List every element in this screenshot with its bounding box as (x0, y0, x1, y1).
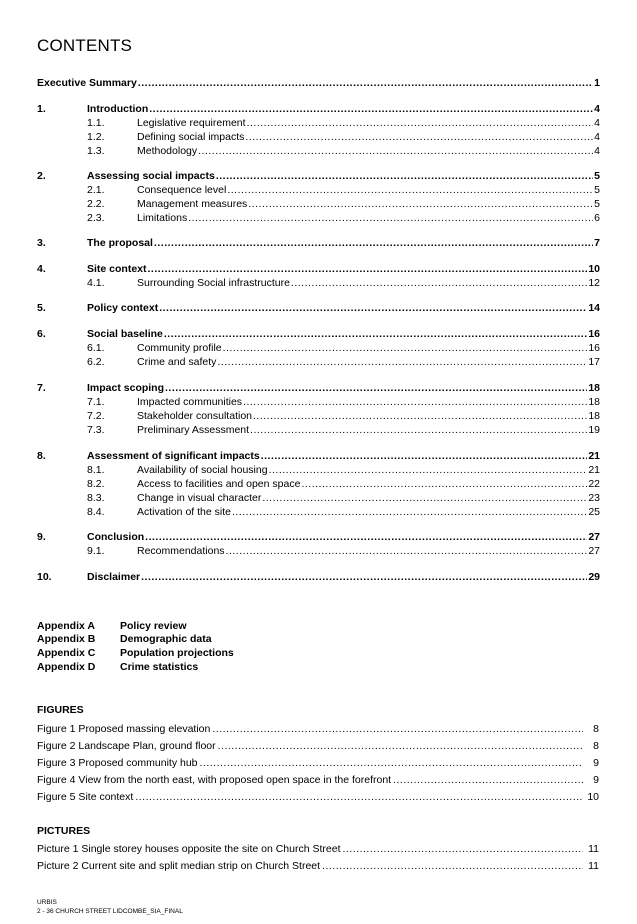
dot-leader (322, 859, 583, 873)
toc-entry[interactable] (37, 477, 600, 491)
toc-title: Defining social impacts (137, 131, 245, 143)
toc-title: Methodology (137, 145, 198, 157)
toc-entry[interactable] (37, 197, 600, 211)
toc-page-number: 6 (594, 212, 600, 224)
toc-title: Limitations (137, 212, 188, 224)
toc-title: Availability of social housing (137, 464, 268, 476)
appendix-title: Population projections (120, 647, 234, 659)
figure-entry-title: Figure 3 Proposed community hub (37, 757, 198, 769)
dot-leader (148, 262, 588, 276)
toc-page-number: 16 (588, 328, 600, 340)
dot-leader (145, 530, 587, 544)
figure-entry-title: Figure 1 Proposed massing elevation (37, 723, 211, 735)
toc-title: Conclusion (87, 531, 145, 543)
dot-leader (262, 491, 587, 505)
toc-page-number: 4 (594, 145, 600, 157)
toc-page-number: 22 (588, 478, 600, 490)
picture-entry-title: Picture 2 Current site and split median strip on Church Street (37, 860, 321, 872)
toc-entry[interactable] (37, 570, 600, 584)
figure-entry[interactable] (37, 756, 599, 770)
appendix-entry[interactable] (37, 660, 198, 674)
toc-entry[interactable] (37, 355, 600, 369)
toc-title: Surrounding Social infrastructure (137, 277, 290, 289)
toc-title: Crime and safety (137, 356, 217, 368)
toc-entry[interactable] (37, 423, 600, 437)
footer-company: URBIS (37, 899, 57, 906)
toc-entry[interactable] (37, 144, 600, 158)
toc-number: 8.1. (87, 464, 105, 476)
toc-entry[interactable] (37, 183, 600, 197)
figure-entry-title: Figure 4 View from the north east, with proposed open space in the forefront (37, 774, 392, 786)
toc-title: Consequence level (137, 184, 227, 196)
figure-entry-page-number: 8 (593, 740, 599, 752)
toc-page-number: 4 (594, 103, 600, 115)
figure-entry-title: Figure 5 Site context (37, 791, 134, 803)
toc-page-number: 27 (588, 545, 600, 557)
dot-leader (217, 355, 587, 369)
dot-leader (248, 197, 593, 211)
picture-entry-page-number: 11 (588, 860, 599, 872)
dot-leader (159, 301, 587, 315)
toc-number: 8. (37, 450, 46, 462)
dot-leader (216, 169, 593, 183)
toc-number: 8.3. (87, 492, 105, 504)
pictures-heading: PICTURES (37, 825, 91, 837)
dot-leader (154, 236, 593, 250)
toc-page-number: 18 (588, 410, 600, 422)
toc-title: Management measures (137, 198, 248, 210)
toc-entry[interactable] (37, 262, 600, 276)
toc-number: 7. (37, 382, 46, 394)
dot-leader (226, 544, 588, 558)
toc-page-number: 4 (594, 131, 600, 143)
toc-entry[interactable] (37, 102, 600, 116)
dot-leader (250, 423, 587, 437)
toc-entry[interactable] (37, 341, 600, 355)
toc-number: 6.1. (87, 342, 105, 354)
toc-page-number: 12 (588, 277, 600, 289)
dot-leader (165, 381, 587, 395)
toc-number: 7.1. (87, 396, 105, 408)
toc-title: Legislative requirement (137, 117, 246, 129)
dot-leader (269, 463, 588, 477)
figure-entry-page-number: 10 (587, 791, 599, 803)
dot-leader (301, 477, 587, 491)
toc-number: 1.1. (87, 117, 105, 129)
toc-page-number: 17 (588, 356, 600, 368)
figure-entry[interactable] (37, 773, 599, 787)
toc-entry[interactable] (37, 395, 600, 409)
picture-entry-page-number: 11 (588, 843, 599, 855)
toc-page-number: 16 (588, 342, 600, 354)
dot-leader (223, 341, 588, 355)
toc-number: 4.1. (87, 277, 105, 289)
dot-leader (253, 409, 587, 423)
toc-entry[interactable] (37, 130, 600, 144)
toc-entry[interactable] (37, 463, 600, 477)
figure-entry[interactable] (37, 790, 599, 804)
figure-entry-page-number: 8 (593, 723, 599, 735)
toc-title: Executive Summary (37, 77, 137, 89)
dot-leader (198, 144, 593, 158)
toc-entry[interactable] (37, 409, 600, 423)
dot-leader (247, 116, 594, 130)
toc-number: 6. (37, 328, 46, 340)
dot-leader (138, 76, 593, 90)
footer-document-name: 2 - 36 CHURCH STREET LIDCOMBE_SIA_FINAL (37, 908, 183, 915)
toc-title: Impacted communities (137, 396, 243, 408)
dot-leader (200, 756, 584, 770)
toc-number: 6.2. (87, 356, 105, 368)
toc-title: Access to facilities and open space (137, 478, 301, 490)
toc-page-number: 25 (588, 506, 600, 518)
dot-leader (135, 790, 583, 804)
toc-entry[interactable] (37, 491, 600, 505)
toc-number: 7.3. (87, 424, 105, 436)
toc-page-number: 14 (588, 302, 600, 314)
toc-title: Recommendations (137, 545, 225, 557)
toc-entry[interactable] (37, 505, 600, 519)
toc-title: Assessing social impacts (87, 170, 215, 182)
toc-title: Assessment of significant impacts (87, 450, 260, 462)
dot-leader (149, 102, 593, 116)
toc-number: 1.3. (87, 145, 105, 157)
toc-number: 9. (37, 531, 46, 543)
toc-entry[interactable] (37, 236, 600, 250)
toc-title: Stakeholder consultation (137, 410, 252, 422)
toc-entry[interactable] (37, 169, 600, 183)
toc-page-number: 21 (588, 450, 600, 462)
appendix-title: Crime statistics (120, 661, 199, 673)
toc-number: 2. (37, 170, 46, 182)
toc-title: Community profile (137, 342, 222, 354)
picture-entry-title: Picture 1 Single storey houses opposite the site on Church Street (37, 843, 341, 855)
figure-entry-page-number: 9 (593, 774, 599, 786)
dot-leader (188, 211, 593, 225)
appendix-title: Policy review (120, 620, 187, 632)
dot-leader (227, 183, 593, 197)
toc-entry[interactable] (37, 276, 600, 290)
dot-leader (243, 395, 587, 409)
toc-entry[interactable] (37, 327, 600, 341)
page-title: CONTENTS (37, 36, 133, 55)
toc-title: Preliminary Assessment (137, 424, 250, 436)
toc-title: Activation of the site (137, 506, 231, 518)
toc-number: 1. (37, 103, 46, 115)
toc-page-number: 1 (594, 77, 600, 89)
dot-leader (343, 842, 583, 856)
toc-entry[interactable] (37, 116, 600, 130)
appendix-label: Appendix A (37, 620, 95, 632)
dot-leader (245, 130, 593, 144)
toc-entry[interactable] (37, 301, 600, 315)
dot-leader (291, 276, 587, 290)
dot-leader (261, 449, 588, 463)
figure-entry[interactable] (37, 722, 599, 736)
toc-entry[interactable] (37, 211, 600, 225)
toc-number: 2.3. (87, 212, 105, 224)
toc-number: 1.2. (87, 131, 105, 143)
toc-number: 10. (37, 571, 52, 583)
appendix-entry[interactable] (37, 619, 187, 633)
appendix-entry[interactable] (37, 632, 212, 646)
toc-title: Site context (87, 263, 147, 275)
toc-title: Impact scoping (87, 382, 165, 394)
toc-number: 8.4. (87, 506, 105, 518)
dot-leader (212, 722, 583, 736)
toc-number: 7.2. (87, 410, 105, 422)
dot-leader (393, 773, 583, 787)
toc-entry[interactable] (37, 76, 600, 90)
dot-leader (232, 505, 587, 519)
toc-number: 2.1. (87, 184, 105, 196)
toc-entry[interactable] (37, 381, 600, 395)
appendix-title: Demographic data (120, 633, 212, 645)
toc-number: 4. (37, 263, 46, 275)
picture-entry[interactable] (37, 842, 599, 856)
toc-page-number: 21 (588, 464, 600, 476)
toc-title: Social baseline (87, 328, 163, 340)
toc-page-number: 29 (588, 571, 600, 583)
toc-page-number: 23 (588, 492, 600, 504)
toc-page-number: 4 (594, 117, 600, 129)
toc-entry[interactable] (37, 449, 600, 463)
figure-entry-page-number: 9 (593, 757, 599, 769)
appendix-label: Appendix D (37, 661, 96, 673)
dot-leader (218, 739, 583, 753)
toc-number: 5. (37, 302, 46, 314)
toc-page-number: 18 (588, 396, 600, 408)
toc-number: 8.2. (87, 478, 105, 490)
figures-heading: FIGURES (37, 704, 84, 716)
dot-leader (141, 570, 587, 584)
appendix-label: Appendix B (37, 633, 96, 645)
toc-entry[interactable] (37, 530, 600, 544)
appendix-entry[interactable] (37, 646, 234, 660)
appendix-label: Appendix C (37, 647, 96, 659)
toc-number: 2.2. (87, 198, 105, 210)
toc-number: 9.1. (87, 545, 105, 557)
toc-page-number: 5 (594, 198, 600, 210)
toc-page-number: 10 (588, 263, 600, 275)
toc-title: Policy context (87, 302, 159, 314)
toc-title: The proposal (87, 237, 153, 249)
toc-title: Introduction (87, 103, 149, 115)
toc-page-number: 18 (588, 382, 600, 394)
figure-entry[interactable] (37, 739, 599, 753)
toc-number: 3. (37, 237, 46, 249)
toc-page-number: 19 (588, 424, 600, 436)
picture-entry[interactable] (37, 859, 599, 873)
toc-page-number: 5 (594, 184, 600, 196)
toc-page-number: 5 (594, 170, 600, 182)
dot-leader (164, 327, 587, 341)
figure-entry-title: Figure 2 Landscape Plan, ground floor (37, 740, 216, 752)
toc-title: Change in visual character (137, 492, 262, 504)
toc-title: Disclaimer (87, 571, 141, 583)
toc-entry[interactable] (37, 544, 600, 558)
toc-page-number: 27 (588, 531, 600, 543)
toc-page-number: 7 (594, 237, 600, 249)
